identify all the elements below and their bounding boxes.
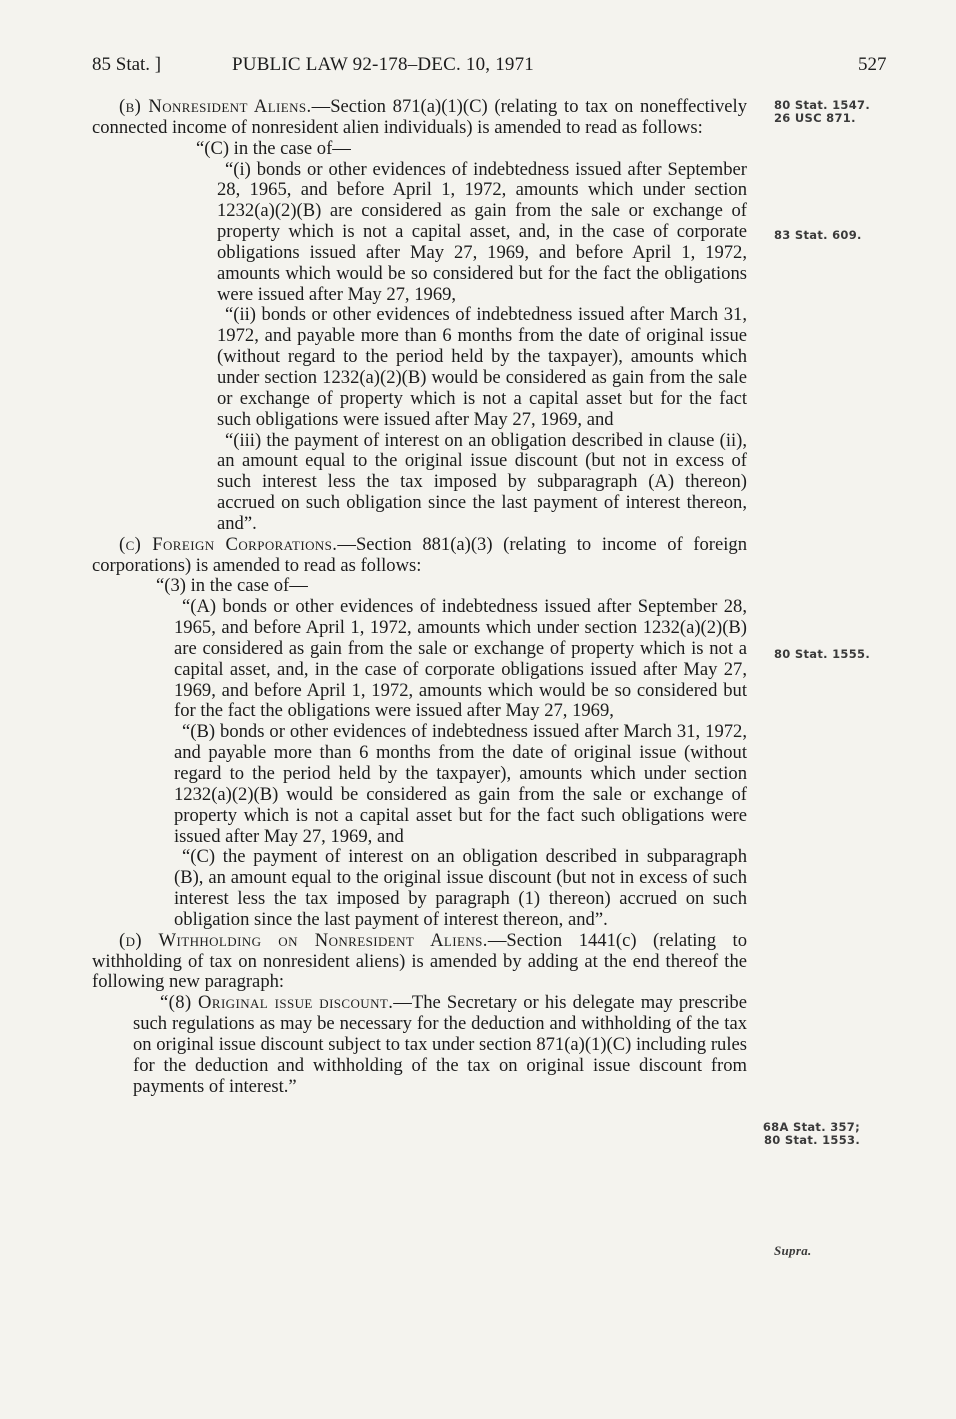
margin-note: [774, 1244, 812, 1257]
subsection-heading: (b) Nonresident Aliens.: [119, 96, 312, 117]
subsection-b: [92, 97, 747, 139]
subparagraph-b: “(B) bonds or other evidences of indebtedness issued after March 31, 1972, and payable more than 6 months from the date of original issue (without regard to the period held by the taxpayer), amounts which under section 1232(a)(2)(B) would be considered as gain from the sale or exchange of property which is not a capital asset but for the fact such obligations were issued after May 27, 1969, and: [174, 721, 747, 847]
margin-note: [774, 99, 870, 125]
subsection-d: [92, 931, 747, 994]
subsection-text: —Section 1441(c) (relating to withholding of tax on nonresident aliens) is amended by adding at the end thereof the following new paragraph:: [92, 929, 747, 993]
header-title: PUBLIC LAW 92-178–DEC. 10, 1971: [232, 54, 534, 75]
margin-note: [774, 648, 870, 661]
paragraph-3-heading: “(3) in the case of—: [156, 575, 308, 597]
clause-ii: “(ii) bonds or other evidences of indebtedness issued after March 31, 1972, and payable more than 6 months from the date of original issue (without regard to the period held by the taxpayer), amounts which under section 1232(a)(2)(B) would be considered as gain from the sale or exchange of property which is not a capital asset but for the fact such obligations were issued after May 27, 1969, and: [217, 304, 747, 430]
margin-note-line: 83 Stat. 609.: [774, 228, 862, 242]
body-text: [92, 97, 747, 1098]
header-statute-ref: 85 Stat. ]: [92, 54, 162, 75]
margin-note-line: 26 USC 871.: [774, 111, 856, 125]
margin-note-line: 68A Stat. 357;: [762, 1120, 860, 1134]
clause-c-heading: “(C) in the case of—: [196, 137, 351, 159]
paragraph-8: [133, 993, 747, 1097]
subparagraph-a: “(A) bonds or other evidences of indebtedness issued after September 28, 1965, and before April 1, 1972, amounts which under section 1232(a)(2)(B) are considered as gain from the sale or exchange of property which is not a capital asset, and, in the case of corporate obligations issued after May 27, 1969, and before April 1, 1972, amounts which would be so considered but for the fact the obligations were issued after May 27, 1969,: [174, 596, 747, 722]
clause-iii: “(iii) the payment of interest on an obligation described in clause (ii), an amount equal to the original issue discount (but not in excess of such interest less the tax imposed by subparagraph (A) thereon) accrued on such obligation since the last payment of interest thereon, and”.: [217, 429, 747, 534]
subsection-text: —Section 871(a)(1)(C) (relating to tax on noneffectively connected income of nonresident alien individuals) is amended to read as follows:: [92, 96, 748, 138]
margin-note-line: Supra.: [774, 1243, 812, 1258]
running-header: [92, 54, 892, 82]
margin-note-line: 80 Stat. 1555.: [774, 647, 870, 661]
paragraph-text: —The Secretary or his delegate may prescribe such regulations as may be necessary for the deduction and withholding of the tax on original issue discount subject to tax under section 871(a)(1)(C) including rules for the deduction and withholding of the tax on original issue discount from payments of interest.”: [133, 992, 747, 1097]
clause-i: “(i) bonds or other evidences of indebtedness issued after September 28, 1965, and before April 1, 1972, amounts which under section 1232(a)(2)(B) are considered as gain from the sale or exchange of property which is not a capital asset, and, in the case of corporate obligations issued after May 27, 1969, and before April 1, 1972, amounts which would be so considered but for the fact the obligations were issued after May 27, 1969,: [217, 158, 747, 305]
page-number: 527: [858, 54, 887, 75]
margin-note-line: 80 Stat. 1553.: [764, 1133, 860, 1147]
subsection-text: —Section 881(a)(3) (relating to income of foreign corporations) is amended to read as follows:: [92, 533, 747, 576]
subsection-heading: (d) Withholding on Nonresident Aliens.: [119, 929, 488, 951]
margin-note: [760, 1121, 860, 1147]
margin-note-line: 80 Stat. 1547.: [774, 98, 870, 112]
margin-note: [774, 229, 862, 242]
subsection-heading: (c) Foreign Corporations.: [119, 533, 338, 555]
subsection-c: [92, 535, 747, 577]
subparagraph-c: “(C) the payment of interest on an obligation described in subparagraph (B), an amount equal to the original issue discount (but not in excess of such interest less the tax imposed by paragraph (1) thereon) accrued on such obligation since the last payment of interest thereon, and”.: [174, 846, 747, 930]
paragraph-heading: “(8) Original issue discount.: [160, 992, 394, 1014]
